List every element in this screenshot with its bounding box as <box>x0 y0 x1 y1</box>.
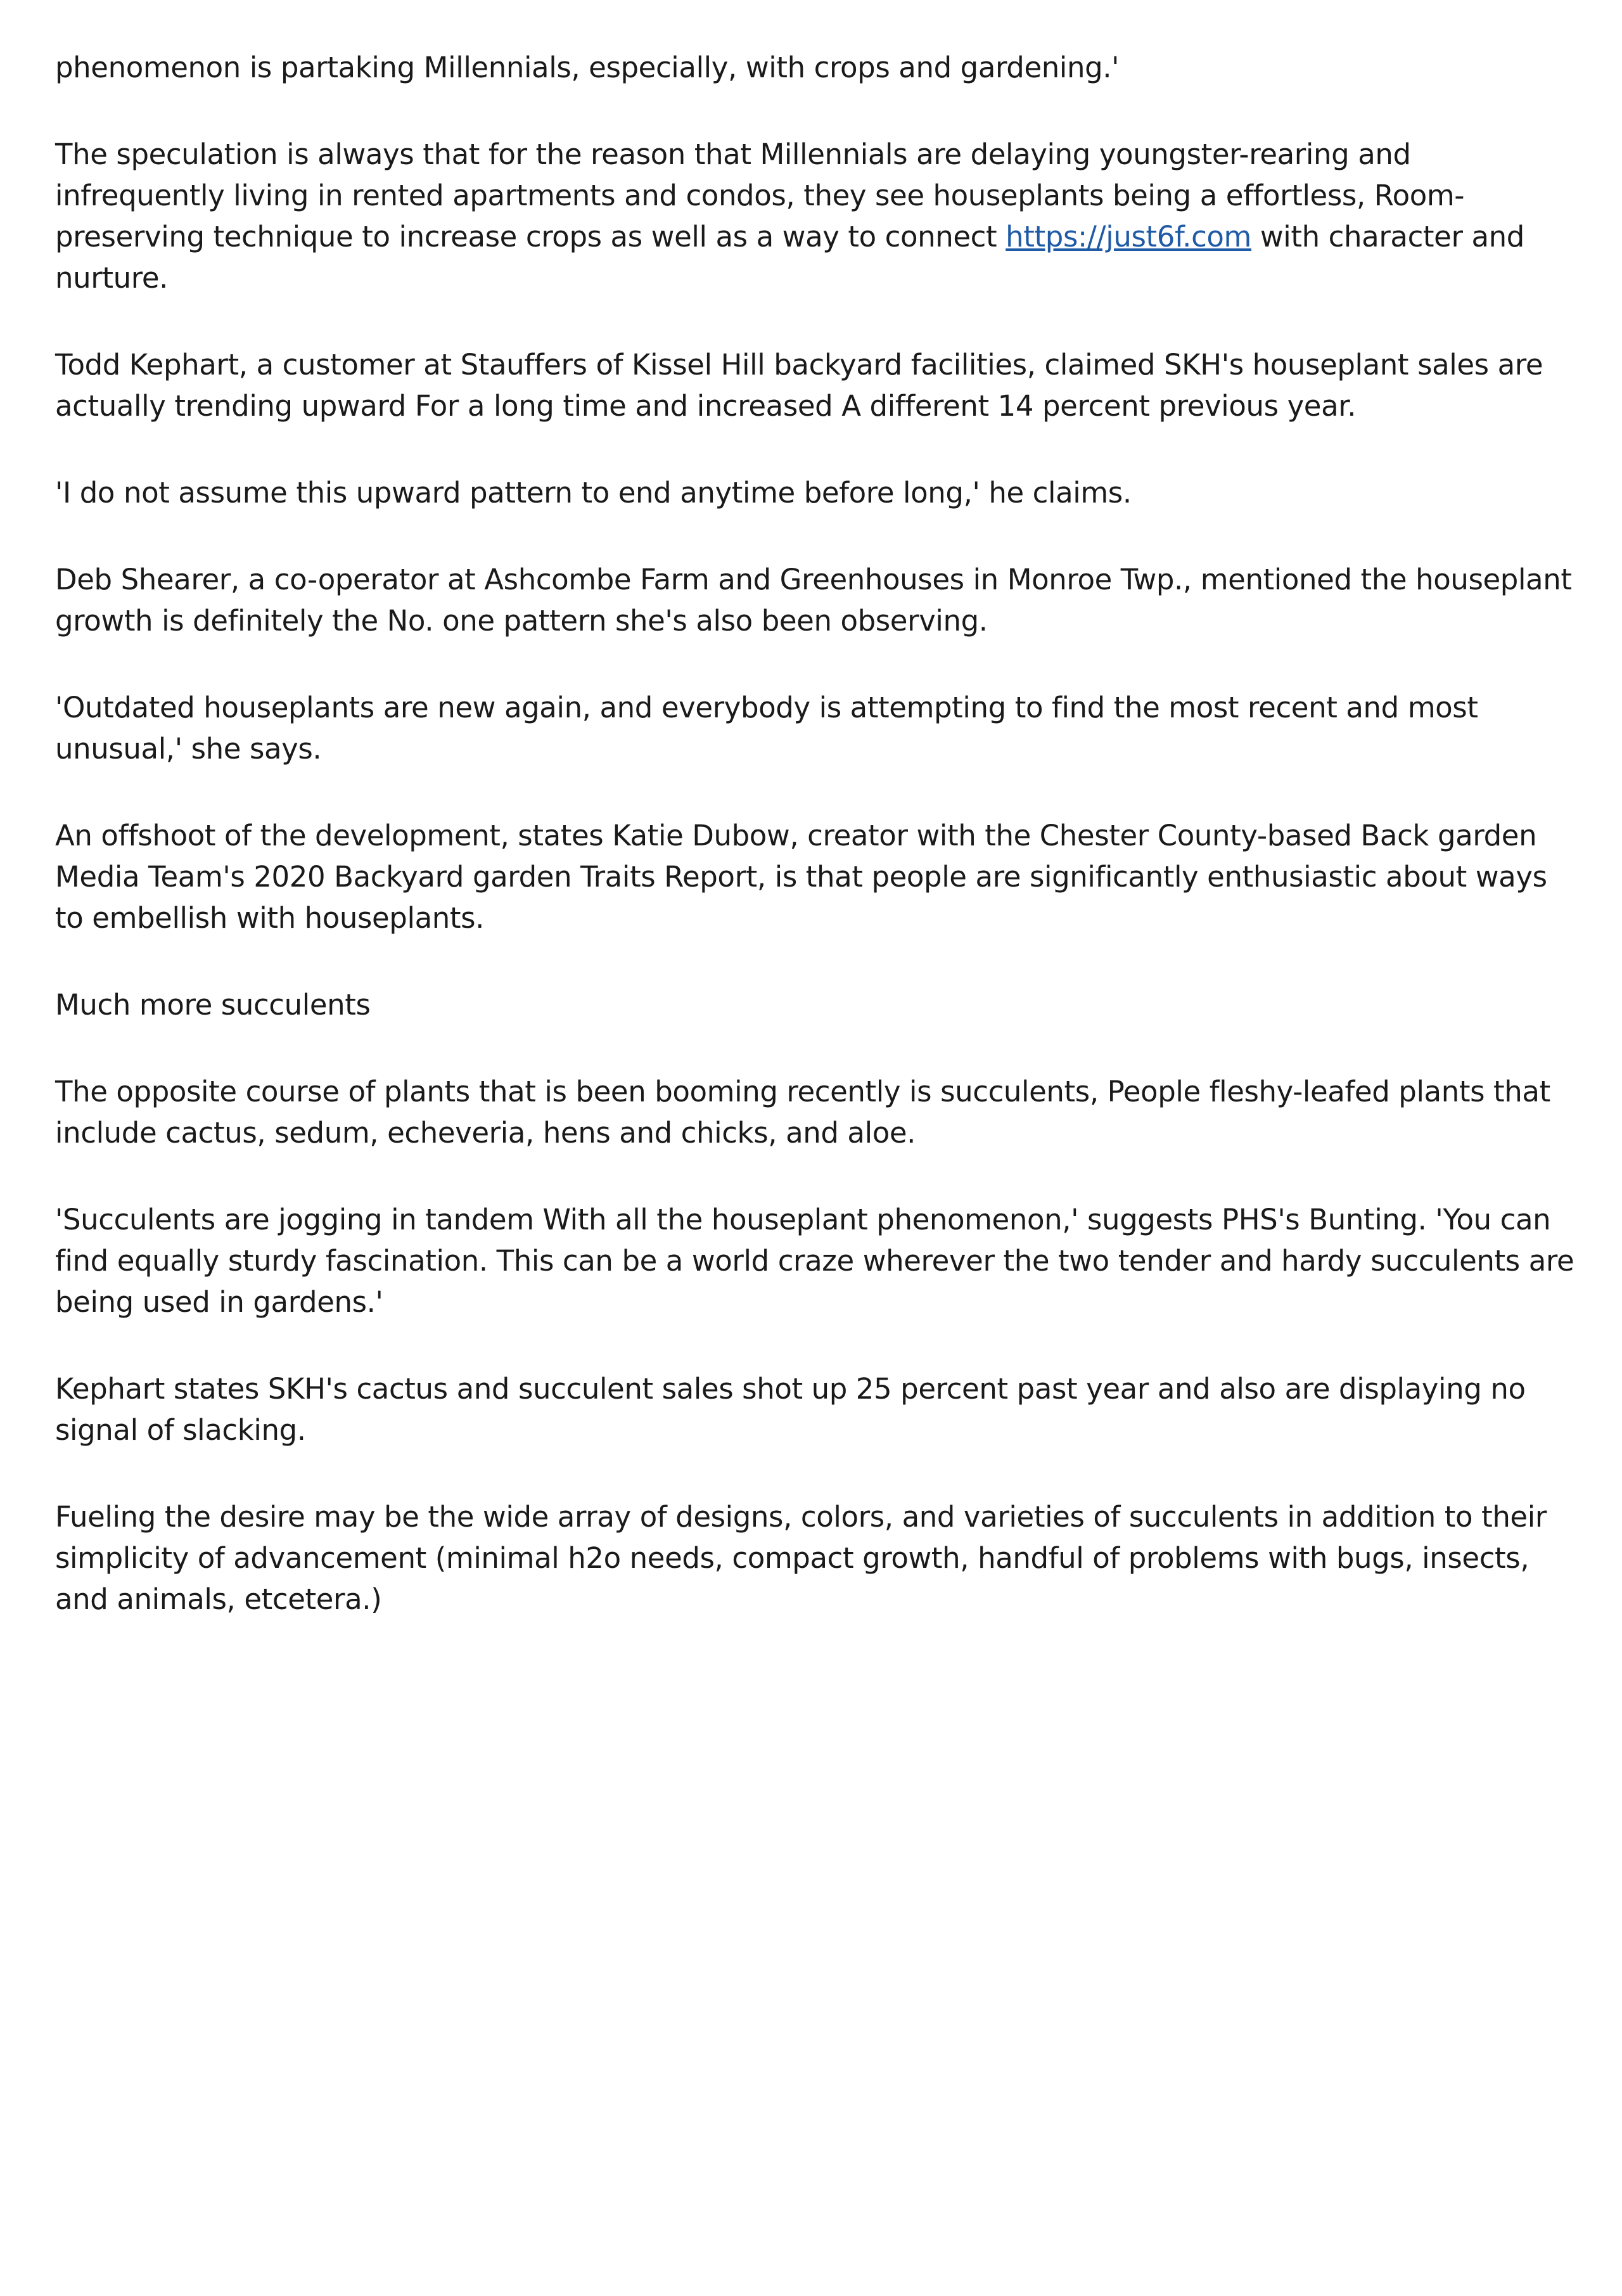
paragraph-2-text-after-link: with character and nurture. <box>55 220 1524 295</box>
paragraph-7: An offshoot of the development, states Katie Dubow, creator with the Chester County-based Back garden Media Team's 2020 Backyard garden Traits Report, is that people are significantly enthusiastic about ways to embellish with houseplants. <box>55 819 1547 935</box>
section-heading-succulents: Much more succulents <box>55 988 371 1022</box>
article-body <box>55 53 1582 1665</box>
paragraph-4: 'I do not assume this upward pattern to end anytime before long,' he claims. <box>55 476 1132 510</box>
paragraph-11: Kephart states SKH's cactus and succulent sales shot up 25 percent past year and also are displaying no signal of slacking. <box>55 1372 1526 1447</box>
just6f-link[interactable]: https://just6f.com <box>1006 220 1251 253</box>
paragraph-5: Deb Shearer, a co-operator at Ashcombe Farm and Greenhouses in Monroe Twp., mentioned the houseplant growth is definitely the No. one pattern she's also been observing. <box>55 563 1572 638</box>
paragraph-9: The opposite course of plants that is been booming recently is succulents, People fleshy-leafed plants that include cactus, sedum, echeveria, hens and chicks, and aloe. <box>55 1075 1550 1150</box>
paragraph-2-text-before-link: The speculation is always that for the reason that Millennials are delaying youngster-rearing and infrequently living in rented apartments and condos, they see houseplants being a effortless, Room-preserving technique to increase crops as well as a way to connect <box>55 138 1465 253</box>
paragraph-10: 'Succulents are jogging in tandem With all the houseplant phenomenon,' suggests PHS's Bunting. 'You can find equally sturdy fascination. This can be a world craze wherever the two tender and hardy succulents are being used in gardens.' <box>55 1203 1574 1319</box>
paragraph-6: 'Outdated houseplants are new again, and everybody is attempting to find the most recent and most unusual,' she says. <box>55 691 1478 766</box>
paragraph-2 <box>55 134 1582 298</box>
paragraph-12: Fueling the desire may be the wide array of designs, colors, and varieties of succulents in addition to their simplicity of advancement (minimal h2o needs, compact growth, handful of problems with bugs, insects, and animals, etcetera.) <box>55 1500 1547 1616</box>
paragraph-1: phenomenon is partaking Millennials, especially, with crops and gardening.' <box>55 51 1120 84</box>
paragraph-3: Todd Kephart, a customer at Stauffers of Kissel Hill backyard facilities, claimed SKH's houseplant sales are actually trending upward For a long time and increased A different 14 percent previous year. <box>55 348 1543 423</box>
